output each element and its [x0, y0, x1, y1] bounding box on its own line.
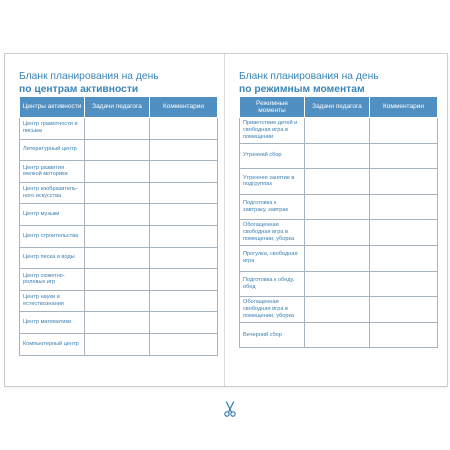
header-comments: Комментарии — [150, 97, 218, 118]
table-row — [20, 139, 218, 161]
left-page — [5, 54, 225, 386]
table-row — [20, 290, 218, 312]
comments-cell[interactable] — [150, 225, 218, 247]
table-row — [240, 297, 438, 323]
tasks-cell[interactable] — [305, 143, 370, 169]
right-title-line1: Бланк планирования на день — [239, 71, 379, 82]
row-label: Центр науки и естествознания — [20, 290, 85, 312]
tasks-cell[interactable] — [85, 247, 150, 269]
tasks-cell[interactable] — [305, 220, 370, 246]
table-header-row — [20, 97, 218, 118]
comments-cell[interactable] — [370, 143, 438, 169]
row-label: Подготовка к завтраку, завтрак — [240, 194, 305, 220]
comments-cell[interactable] — [150, 161, 218, 183]
tasks-cell[interactable] — [85, 269, 150, 291]
row-label: Обогащенная свободная игра в помещении, уборка — [240, 297, 305, 323]
table-row — [240, 169, 438, 195]
comments-cell[interactable] — [150, 247, 218, 269]
row-label: Центр развития мелкой моторики — [20, 161, 85, 183]
comments-cell[interactable] — [150, 312, 218, 334]
comments-cell[interactable] — [150, 269, 218, 291]
table-row — [20, 182, 218, 204]
header-routine: Режимные моменты — [240, 97, 305, 118]
tasks-cell[interactable] — [85, 204, 150, 226]
table-row — [240, 245, 438, 271]
row-label: Центр изобразитель-ного искусства — [20, 182, 85, 204]
row-label: Центр математики — [20, 312, 85, 334]
table-row — [20, 225, 218, 247]
header-comments: Комментарии — [370, 97, 438, 118]
comments-cell[interactable] — [370, 118, 438, 144]
comments-cell[interactable] — [150, 290, 218, 312]
comments-cell[interactable] — [370, 169, 438, 195]
activity-centers-table — [19, 96, 218, 356]
table-row — [20, 247, 218, 269]
header-tasks: Задачи педагога — [85, 97, 150, 118]
row-label: Литературный центр — [20, 139, 85, 161]
left-title-line2: по центрам активности — [19, 83, 139, 95]
row-label: Подготовка к обеду, обед — [240, 271, 305, 297]
comments-cell[interactable] — [150, 204, 218, 226]
comments-cell[interactable] — [370, 220, 438, 246]
comments-cell[interactable] — [370, 245, 438, 271]
table-row — [240, 118, 438, 144]
table-row — [20, 312, 218, 334]
comments-cell[interactable] — [150, 182, 218, 204]
table-row — [20, 161, 218, 183]
row-label: Утренний сбор — [240, 143, 305, 169]
tasks-cell[interactable] — [305, 297, 370, 323]
table-row — [20, 333, 218, 355]
right-title-line2: по режимным моментам — [239, 83, 365, 95]
table-row — [20, 269, 218, 291]
row-label: Утреннее занятие в подгруппах — [240, 169, 305, 195]
left-title-line1: Бланк планирования на день — [19, 71, 159, 82]
header-centers: Центры активности — [20, 97, 85, 118]
row-label: Центр строительства — [20, 225, 85, 247]
routine-moments-table — [239, 96, 438, 348]
comments-cell[interactable] — [370, 322, 438, 348]
comments-cell[interactable] — [150, 139, 218, 161]
header-tasks: Задачи педагога — [305, 97, 370, 118]
row-label: Вечерний сбор — [240, 322, 305, 348]
comments-cell[interactable] — [150, 118, 218, 140]
tasks-cell[interactable] — [305, 271, 370, 297]
notebook-spread — [4, 53, 448, 387]
table-row — [240, 271, 438, 297]
tasks-cell[interactable] — [85, 161, 150, 183]
tasks-cell[interactable] — [85, 312, 150, 334]
table-row — [20, 118, 218, 140]
tasks-cell[interactable] — [305, 169, 370, 195]
tasks-cell[interactable] — [305, 118, 370, 144]
tasks-cell[interactable] — [305, 245, 370, 271]
right-page — [225, 54, 445, 386]
comments-cell[interactable] — [150, 333, 218, 355]
table-header-row — [240, 97, 438, 118]
right-page-title — [239, 71, 379, 99]
tasks-cell[interactable] — [85, 290, 150, 312]
comments-cell[interactable] — [370, 271, 438, 297]
row-label: Центр песка и воды — [20, 247, 85, 269]
tasks-cell[interactable] — [305, 194, 370, 220]
row-label: Прогулка, свободная игра — [240, 245, 305, 271]
row-label: Центр сюжетно-ролевых игр — [20, 269, 85, 291]
comments-cell[interactable] — [370, 194, 438, 220]
left-page-title — [19, 71, 164, 99]
tasks-cell[interactable] — [305, 322, 370, 348]
row-label: Центр музыки — [20, 204, 85, 226]
row-label: Приветствие детей и свободная игра в помещении — [240, 118, 305, 144]
table-row — [240, 220, 438, 246]
row-label: Обогащенная свободная игра в помещении, уборка — [240, 220, 305, 246]
row-label: Центр грамотности и письма — [20, 118, 85, 140]
row-label: Компьютерный центр — [20, 333, 85, 355]
tasks-cell[interactable] — [85, 182, 150, 204]
tasks-cell[interactable] — [85, 333, 150, 355]
tasks-cell[interactable] — [85, 225, 150, 247]
tasks-cell[interactable] — [85, 139, 150, 161]
table-row — [20, 204, 218, 226]
scissors-icon — [224, 401, 236, 417]
table-row — [240, 143, 438, 169]
table-row — [240, 194, 438, 220]
comments-cell[interactable] — [370, 297, 438, 323]
table-row — [240, 322, 438, 348]
tasks-cell[interactable] — [85, 118, 150, 140]
